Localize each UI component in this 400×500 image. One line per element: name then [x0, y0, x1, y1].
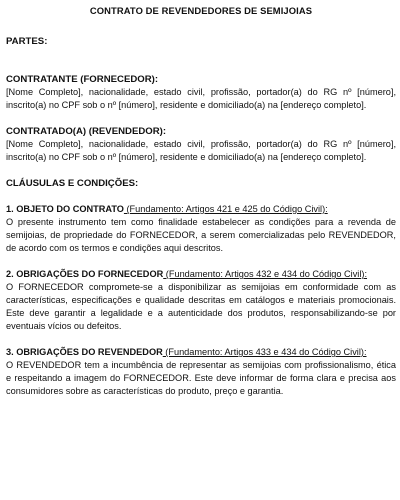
clausulas-heading: CLÁUSULAS E CONDIÇÕES: [6, 178, 139, 189]
clause-3-title [6, 346, 396, 359]
clause-2 [6, 268, 396, 333]
clause-2-text: O FORNECEDOR compromete-se a disponibilizar as semijoias em conformidade com as características, especificações e qualidade descritas em catálogos e materiais promocionais. Este deve garantir a legalidade e a autenticidade dos produtos, responsabilizando-se por eventuais vícios ou defeitos. [6, 282, 396, 331]
contratado-text: [Nome Completo], nacionalidade, estado civil, profissão, portador(a) do RG nº [número], inscrito(a) no CPF sob o nº [número], residente e domiciliado(a) na [endereço completo]. [6, 139, 396, 162]
clause-1-number: 1. OBJETO DO CONTRATO [6, 204, 124, 214]
partes-heading: PARTES: [6, 36, 48, 47]
clause-2-title [6, 268, 396, 281]
clause-3-number: 3. OBRIGAÇÕES DO REVENDEDOR [6, 347, 163, 357]
contratado-heading: CONTRATADO(A) (REVENDEDOR): [6, 126, 167, 137]
clause-3-text: O REVENDEDOR tem a incumbência de representar as semijoias com profissionalismo, ética e respeitando a imagem do FORNECEDOR. Este deve informar de forma clara e precisa aos consumidores sobre as características do produto, preço e garantia. [6, 360, 396, 396]
clause-2-number: 2. OBRIGAÇÕES DO FORNECEDOR [6, 269, 164, 279]
clause-1-title [6, 203, 396, 216]
clause-3-basis: (Fundamento: Artigos 433 e 434 do Código Civil): [162, 347, 367, 357]
clause-2-basis: (Fundamento: Artigos 432 e 434 do Código Civil): [163, 269, 368, 279]
clause-1 [6, 203, 396, 255]
contratante-heading: CONTRATANTE (FORNECEDOR): [6, 74, 159, 85]
contratante-text: [Nome Completo], nacionalidade, estado civil, profissão, portador(a) do RG nº [número], inscrito(a) no CPF sob o nº [número], residente e domiciliado(a) na [endereço completo]. [6, 87, 396, 110]
document-title: CONTRATO DE REVENDEDORES DE SEMIJOIAS [89, 5, 313, 16]
clause-3 [6, 346, 396, 398]
clause-1-text: O presente instrumento tem como finalidade estabelecer as condições para a revenda de semijoias, de propriedade do FORNECEDOR, a serem comercializadas pelo REVENDEDOR, de acordo com os termos e condições aqui descritos. [6, 217, 396, 253]
contratante-section [6, 73, 396, 112]
contratado-section [6, 125, 396, 164]
clause-1-basis: (Fundamento: Artigos 421 e 425 do Código Civil): [123, 204, 328, 214]
